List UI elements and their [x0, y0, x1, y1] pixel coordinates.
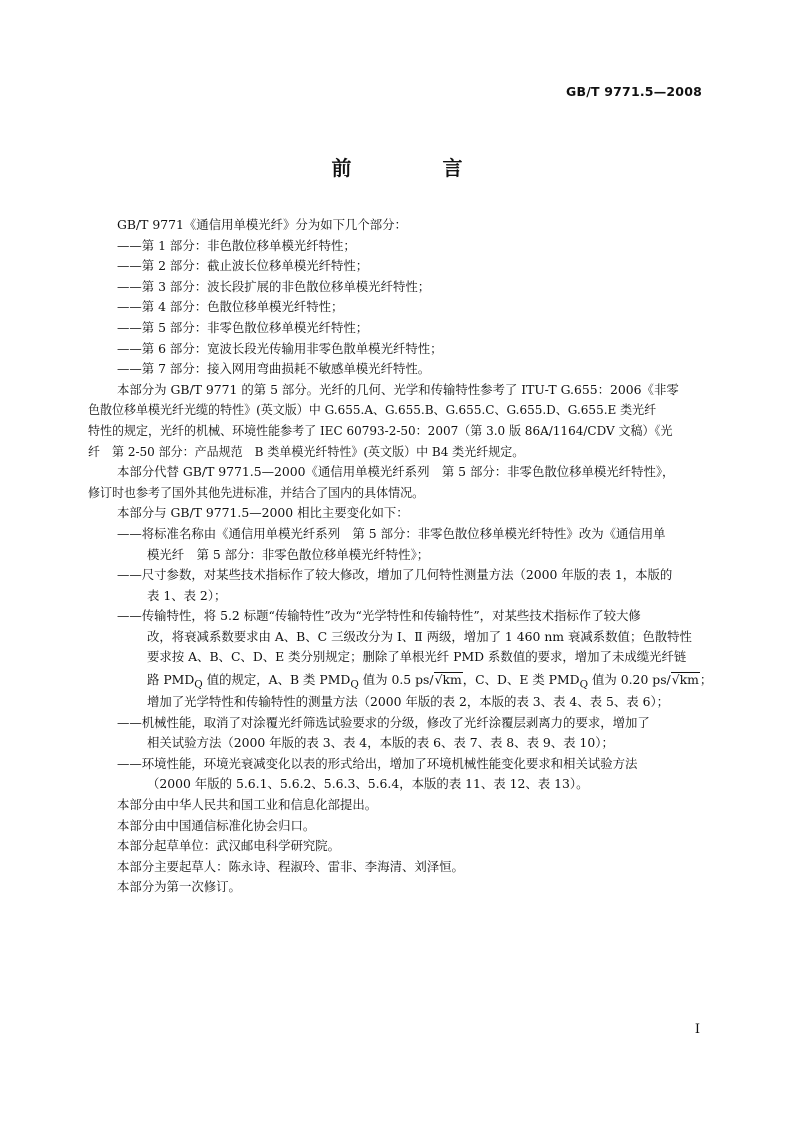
paragraph-continuation: 色散位移单模光纤光缆的特性》(英文版）中 G.655.A、G.655.B、G.655.C、G.655.D、G.655.E 类光纤	[88, 402, 657, 418]
document-body	[88, 215, 713, 898]
paragraph: GB/T 9771《通信用单模光纤》分为如下几个部分：	[117, 217, 407, 232]
sqrt-km: √km	[434, 672, 462, 688]
list-item-continuation: 要求按 A、B、C、D、E 类分别规定；删除了单根光纤 PMD 系数值的要求，增加了未成缆光纤链	[147, 649, 687, 665]
pmd-text-d: ，C、D、E 类 PMD	[462, 672, 580, 688]
paragraph: 本部分与 GB/T 9771.5—2000 相比主要变化如下：	[117, 505, 409, 521]
list-item: ——第 3 部分：波长段扩展的非色散位移单模光纤特性；	[117, 278, 431, 294]
pmd-subscript: Q	[579, 678, 589, 691]
page-title: 前 言	[331, 156, 505, 180]
paragraph: 本部分代替 GB/T 9771.5—2000《通信用单模光纤系列 第 5 部分：非零色散位移单模光纤特性》，	[117, 464, 675, 480]
list-item: ——第 1 部分：非色散位移单模光纤特性；	[117, 237, 356, 253]
list-item-continuation: 表 1、表 2）；	[147, 587, 227, 603]
list-item: ——机械性能，取消了对涂覆光纤筛选试验要求的分级，修改了光纤涂覆层剥离力的要求，增加了	[117, 714, 650, 730]
sqrt-km-text: km	[442, 672, 462, 688]
list-item-continuation: 模光纤 第 5 部分：非零色散位移单模光纤特性》；	[147, 546, 430, 562]
paragraph-continuation: 纤 第 2-50 部分：产品规范 B 类单模光纤特性》(英文版）中 B4 类光纤规定。	[88, 443, 525, 459]
pmd-text-c: 值为 0.5 ps/	[358, 672, 434, 688]
paragraph: 本部分起草单位：武汉邮电科学研究院。	[117, 838, 341, 854]
list-item-continuation: 增加了光学特性和传输特性的测量方法（2000 年版的表 2，本版的表 3、表 4、表 5、表 6）；	[147, 694, 670, 710]
page-number: I	[694, 1022, 700, 1037]
sqrt-km-text: km	[679, 672, 699, 688]
pmd-text-f: ；	[699, 672, 713, 688]
standard-number: GB/T 9771.5—2008	[566, 84, 702, 99]
paragraph: 本部分为第一次修订。	[117, 879, 241, 895]
sqrt-km: √km	[671, 672, 699, 688]
list-item: ——第 4 部分：色散位移单模光纤特性；	[117, 299, 344, 315]
list-item-continuation: 相关试验方法（2000 年版的表 3、表 4，本版的表 6、表 7、表 8、表 9、表 10）；	[147, 735, 614, 751]
paragraph: 本部分由中华人民共和国工业和信息化部提出。	[117, 797, 378, 813]
pmd-line	[117, 668, 713, 692]
pmd-text-e: 值为 0.20 ps/	[588, 672, 671, 688]
paragraph: 本部分由中国通信标准化协会归口。	[117, 817, 316, 833]
pmd-subscript: Q	[194, 678, 203, 691]
list-item: ——环境性能，环境光衰减变化以表的形式给出，增加了环境机械性能变化要求和相关试验方法	[117, 755, 638, 771]
list-item-continuation: 改，将衰减系数要求由 A、B、C 三级改分为 Ⅰ、Ⅱ 两级，增加了 1 460 nm 衰减系数值；色散特性	[147, 628, 692, 644]
pmd-subscript: Q	[350, 678, 359, 691]
list-item: ——将标准名称由《通信用单模光纤系列 第 5 部分：非零色散位移单模光纤特性》改为《通信用单	[117, 525, 666, 541]
list-item: ——传输特性，将 5.2 标题“传输特性”改为“光学特性和传输特性”，对某些技术指标作了较大修	[117, 608, 641, 624]
paragraph: 本部分为 GB/T 9771 的第 5 部分。光纤的几何、光学和传输特性参考了 ITU-T G.655：2006《非零	[117, 381, 679, 397]
paragraph: 本部分主要起草人：陈永诗、程淑玲、雷非、李海清、刘泽恒。	[117, 858, 464, 874]
list-item: ——第 5 部分：非零色散位移单模光纤特性；	[117, 319, 369, 335]
pmd-text-b: 值的规定，A、B 类 PMD	[202, 672, 351, 688]
list-item: ——尺寸参数，对某些技术指标作了较大修改，增加了几何特性测量方法（2000 年版的表 1，本版的	[117, 567, 673, 583]
list-item: ——第 6 部分：宽波长段光传输用非零色散单模光纤特性；	[117, 340, 443, 356]
pmd-text-a: 路 PMD	[147, 672, 195, 688]
list-item: ——第 2 部分：截止波长位移单模光纤特性；	[117, 258, 369, 274]
list-item-continuation: （2000 年版的 5.6.1、5.6.2、5.6.3、5.6.4，本版的表 11、表 12、表 13）。	[147, 776, 589, 792]
paragraph-continuation: 修订时也参考了国外其他先进标准，并结合了国内的具体情况。	[88, 484, 425, 500]
paragraph-continuation: 特性的规定，光纤的机械、环境性能参考了 IEC 60793-2-50：2007（第 3.0 版 86A/1164/CDV 文稿）《光	[88, 422, 673, 438]
list-item: ——第 7 部分：接入网用弯曲损耗不敏感单模光纤特性。	[117, 361, 431, 377]
